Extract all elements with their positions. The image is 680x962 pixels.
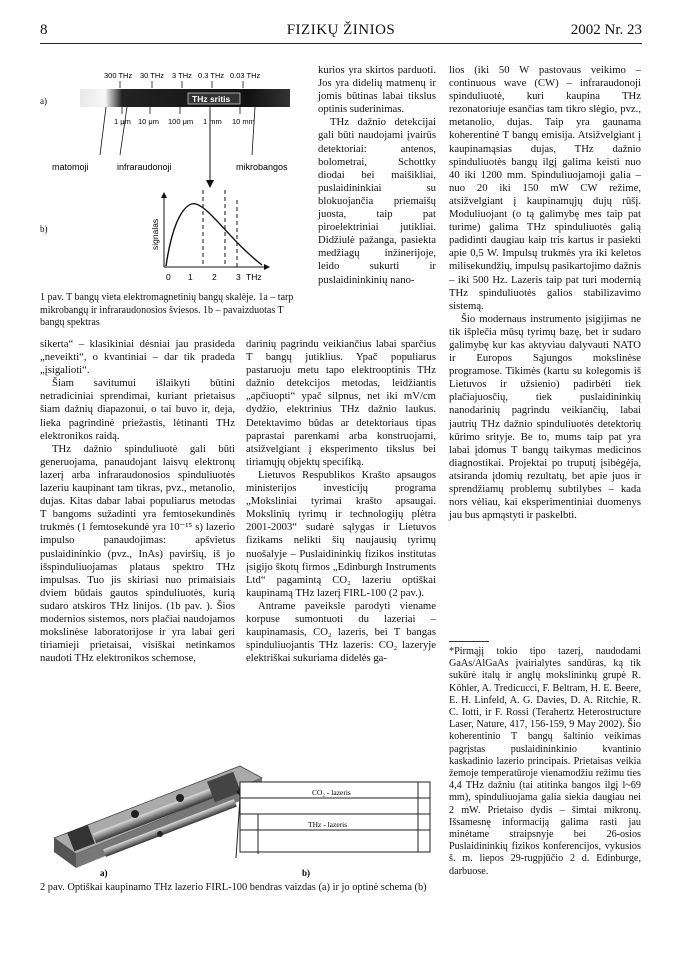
wavelength-label-100um: 100 μm (168, 117, 194, 126)
column-left (40, 338, 235, 665)
co2-laser-label: CO₂ - lazeris (312, 788, 351, 797)
figure-1a-label: a) (40, 96, 47, 106)
freq-label-003: 0.03 THz (230, 71, 261, 80)
paragraph: Šiam savitumui išlaikyti būtini netradiciniai sprendimai, kuriant prietaisus šiam dažnių diapazonui, o tai buvo ir, deja, lieka pagrindinė priežastis, lėtinanti THz elektronikos raidą. (40, 377, 235, 442)
paragraph: THz dažnio detekcijai gali būti naudojami įvairūs detektoriai: antenos, bolometrai, Schottky diodai bei maišikliai, puslaidininkiai su blokuojančia priemaišų juosta, taip pat piroelektriniai jutikliai. Didžiulė pažanga, pasiekta medžiagų inžinerijoje, leido sukurti ir puslaidininkinių nano- (318, 116, 436, 286)
region-visible: matomoji (52, 162, 89, 172)
paragraph: Šio modernaus instrumento įsigijimas ne tik išplečia mūsų tyrimų bazę, bet ir sudaro galimybę kur kas aktyviau dalyvauti NATO ir Europos Sąjungos mokslinėse programose. Tikimės (kartu su kolegomis iš Lietuvos ir užsienio) padirbėti tiek plačiajuosčių, tiek puslaidininkių nanodarinių pagrindu veikiančių, labai jautrių THz dažnio spinduliuotės detektorių kūrimo srityje. Be to, mums taip pat yra labai įdomus T bangų taikymas medicinos diagnostikai. Projektai po truputį įsibėgėja, atsiranda įdomių rezultatų, bet apie juos ir sprendžiamų problemų subtilybes – kada nors vėliau, kai eksperimentiniai duomenys jau bus apmąstyti ir paskelbti. (449, 312, 641, 522)
figure-2b-label: b) (302, 868, 311, 878)
laser-photo (54, 766, 262, 868)
paragraph: Antrame paveiksle parodyti viename korpuse sumontuoti du lazeriai – kaupinamasis, CO₂ lazeris, bei T bangas spinduliuojantis THz lazeris: CO₂ lazeryje elektriškai sukuriama didelės ga- (246, 599, 436, 665)
x-tick-0: 0 (166, 272, 171, 282)
footnote (449, 646, 641, 878)
wavelength-label-10mm: 10 mm (232, 117, 255, 126)
paragraph: sikerta“ – klasikiniai dėsniai jau prasideda „neveikti“, o kvantiniai – dar tik pradeda „įsigalioti“. (40, 338, 235, 377)
spectrum-bar (80, 89, 290, 107)
figure-1 (40, 62, 308, 290)
figure-2-caption: 2 pav. Optiškai kaupinamo THz lazerio FIRL-100 bendras vaizdas (a) ir jo optinė schema (b) (40, 882, 427, 893)
figure-1b-label: b) (40, 224, 48, 234)
column-right (449, 64, 641, 522)
footnote-text: *Pirmąjį tokio tipo tazerį, naudodami GaAs/AlGaAs įvairialytes sandūras, ką tik sukūrė italų ir anglų mokslininkų grupė R. Köhler, A. Tredicucci, F. Beltram, H. E. Beere, E. H. Linfeld, A. G. Davies, D. A. Ritchie, R. C. Iotti, ir F. Rossi (Terahertz Heterostructure Laser, Nature, 417, 156-159, 9 May 2002). Šio koherentinio T bangų šaltinio veikimas pagrįstas puslaidininkinio kvantinio kaskadinio lazerio principais. Prietaisas veikia žemoje temperatūroje vienamodžiu režimu ties 4,4 THz dažniu (tai atitinka bangos ilgį l~69 mm), spinduliuojama galia siekia daugiau nei 2 mW. Prietaiso dydis – šimtai mikronų. Išsamesnę informaciją galima rasti jau minėtame straipsnyje bei 26-osios Puslaidininkių fizikos konferencijos, vykusios š. m. liepos 29-rugpjūčio 2 d. Edinburge, darbuose. (449, 646, 641, 877)
footnote-rule (449, 641, 489, 642)
wavelength-label-1um: 1 μm (114, 117, 131, 126)
spectrum-curve (166, 204, 262, 266)
figure-2 (40, 738, 440, 878)
x-tick-3: 3 (236, 272, 241, 282)
issue-number: 2002 Nr. 23 (570, 22, 642, 38)
figure-1-caption: 1 pav. T bangų vieta elektromagnetinių bangų skalėje. 1a – tarp mikrobangų ir infraraudonosios šviesos. 1b – pavaizduotas T bangų spektras (40, 292, 294, 328)
column-middle (246, 338, 436, 665)
page-header (40, 22, 642, 42)
freq-label-300: 300 THz (104, 71, 133, 80)
x-unit: THz (246, 272, 262, 282)
paragraph: lios (iki 50 W pastovaus veikimo – continuous wave (CW) – infraraudonoji spinduliuotė, kuri kaupina THz rezonatoriuje esančias tam tikro slėgio, pvz., metanolio, dujas. Taip yra gaunama koherentinė T bangų emisija. Atsižvelgiant į kaupinamąsias dujas, THz dažnio spinduliuotės bangų ilgį galima keisti nuo 40 iki 1200 mm. Spinduliuojamoji galia – nuo 20 iki 150 mW CW režime, atsižvelgiant į kaupinamųjų dujų rūšį. Moduliuojant (o tą galimybę mes taip pat turime) galima THz spinduliuotės galią padidinti daugiau kaip tris kartus ir pasiekti apie 0,5 W. Impulsų trukmės yra iki keletos milisekundžių, impulsų pasikartojimo dažnis – iki 500 Hz. Lazeris taip pat turi modernią THz spinduliuotės galios stabilizavimo sistemą. (449, 64, 641, 312)
paragraph: kurios yra skirtos parduoti. Jos yra didelių matmenų ir jomis būtinas labai tikslus optinis suderinimas. (318, 64, 436, 116)
paragraph: darinių pagrindu veikiančius labai sparčius T bangų jutiklius. Ypač populiarus pastaruoju metu tapo elektrooptinis THz dažnio detekcijos metodas, leidžiantis „apčiuopti“ ypač silpnus, net iki mV/cm dydžio, elektrinius THz dažnio laukus. Detektavimo būdas ar detektoriaus tipas paprastai parenkami arba konstruojami, atsižvelgiant į eksperimento tikslus bei tiriamųjų objektų specifiką. (246, 338, 436, 468)
y-axis-label: signalas (150, 218, 160, 250)
region-microwave: mikrobangos (236, 162, 288, 172)
freq-label-3: 3 THz (172, 71, 192, 80)
column-middle-upper (318, 64, 436, 287)
wavelength-label-10um: 10 μm (138, 117, 159, 126)
freq-label-03: 0.3 THz (198, 71, 225, 80)
thz-band-label: THz sritis (192, 94, 231, 104)
x-tick-1: 1 (188, 272, 193, 282)
thz-laser-label: THz - lazeris (308, 820, 348, 829)
journal-title: FIZIKŲ ŽINIOS (286, 22, 396, 38)
x-tick-2: 2 (212, 272, 217, 282)
paragraph: THz dažnio spinduliuotė gali būti generuojama, panaudojant laisvų elektronų lazerį arba infraraudonosios spinduliuotės lazeriu kaupinant tam tikras, pvz., metanolio, dujas. Kitas dabar labai populiarus metodas T bangoms sužadinti yra femtosekundinės trukmės (1 femtosekundė yra 10⁻¹⁵ s) lazerio impulso panaudojimas: apšvietus puslaidininkio (pvz., InAs) paviršių, iš jo išspinduliuojamas plataus spektro THz impulsas. Tuo jis skiriasi nuo primaisiais dviem būdais gautos spinduliuotės, kurią sudaro atskiros THz linijos. (1b pav. ). Šios modernios sistemos, nors plačiai naudojamos mokslinėse laboratorijose ir yra labai geri tiriamieji prietaisai, visiškai netinkamos naudoti THz elektronikos schemose, (40, 442, 235, 665)
freq-label-30: 30 THz (140, 71, 165, 80)
region-infrared: infraraudonoji (117, 162, 172, 172)
page-number: 8 (40, 22, 48, 38)
paragraph: Lietuvos Respublikos Krašto apsaugos ministerijos investicijų programa „Moksliniai tyrimai krašto apsaugai. Mokslinių tyrimų ir technologijų plėtra 2001-2003“ sudarė sąlygas ir Lietuvos fizikams nelikti šių naujausių tyrimų nuošalyje – Puslaidininkių fizikos institutas įsigijo škotų firmos „Edinburgh Instruments Ltd“ pagamintą CO₂ lazeriu optiškai kaupinamą THz lazerį FIRL-100 (2 pav.). (246, 468, 436, 599)
figure-2a-label: a) (100, 868, 108, 878)
wavelength-label-1mm: 1 mm (203, 117, 222, 126)
header-rule (40, 43, 642, 44)
